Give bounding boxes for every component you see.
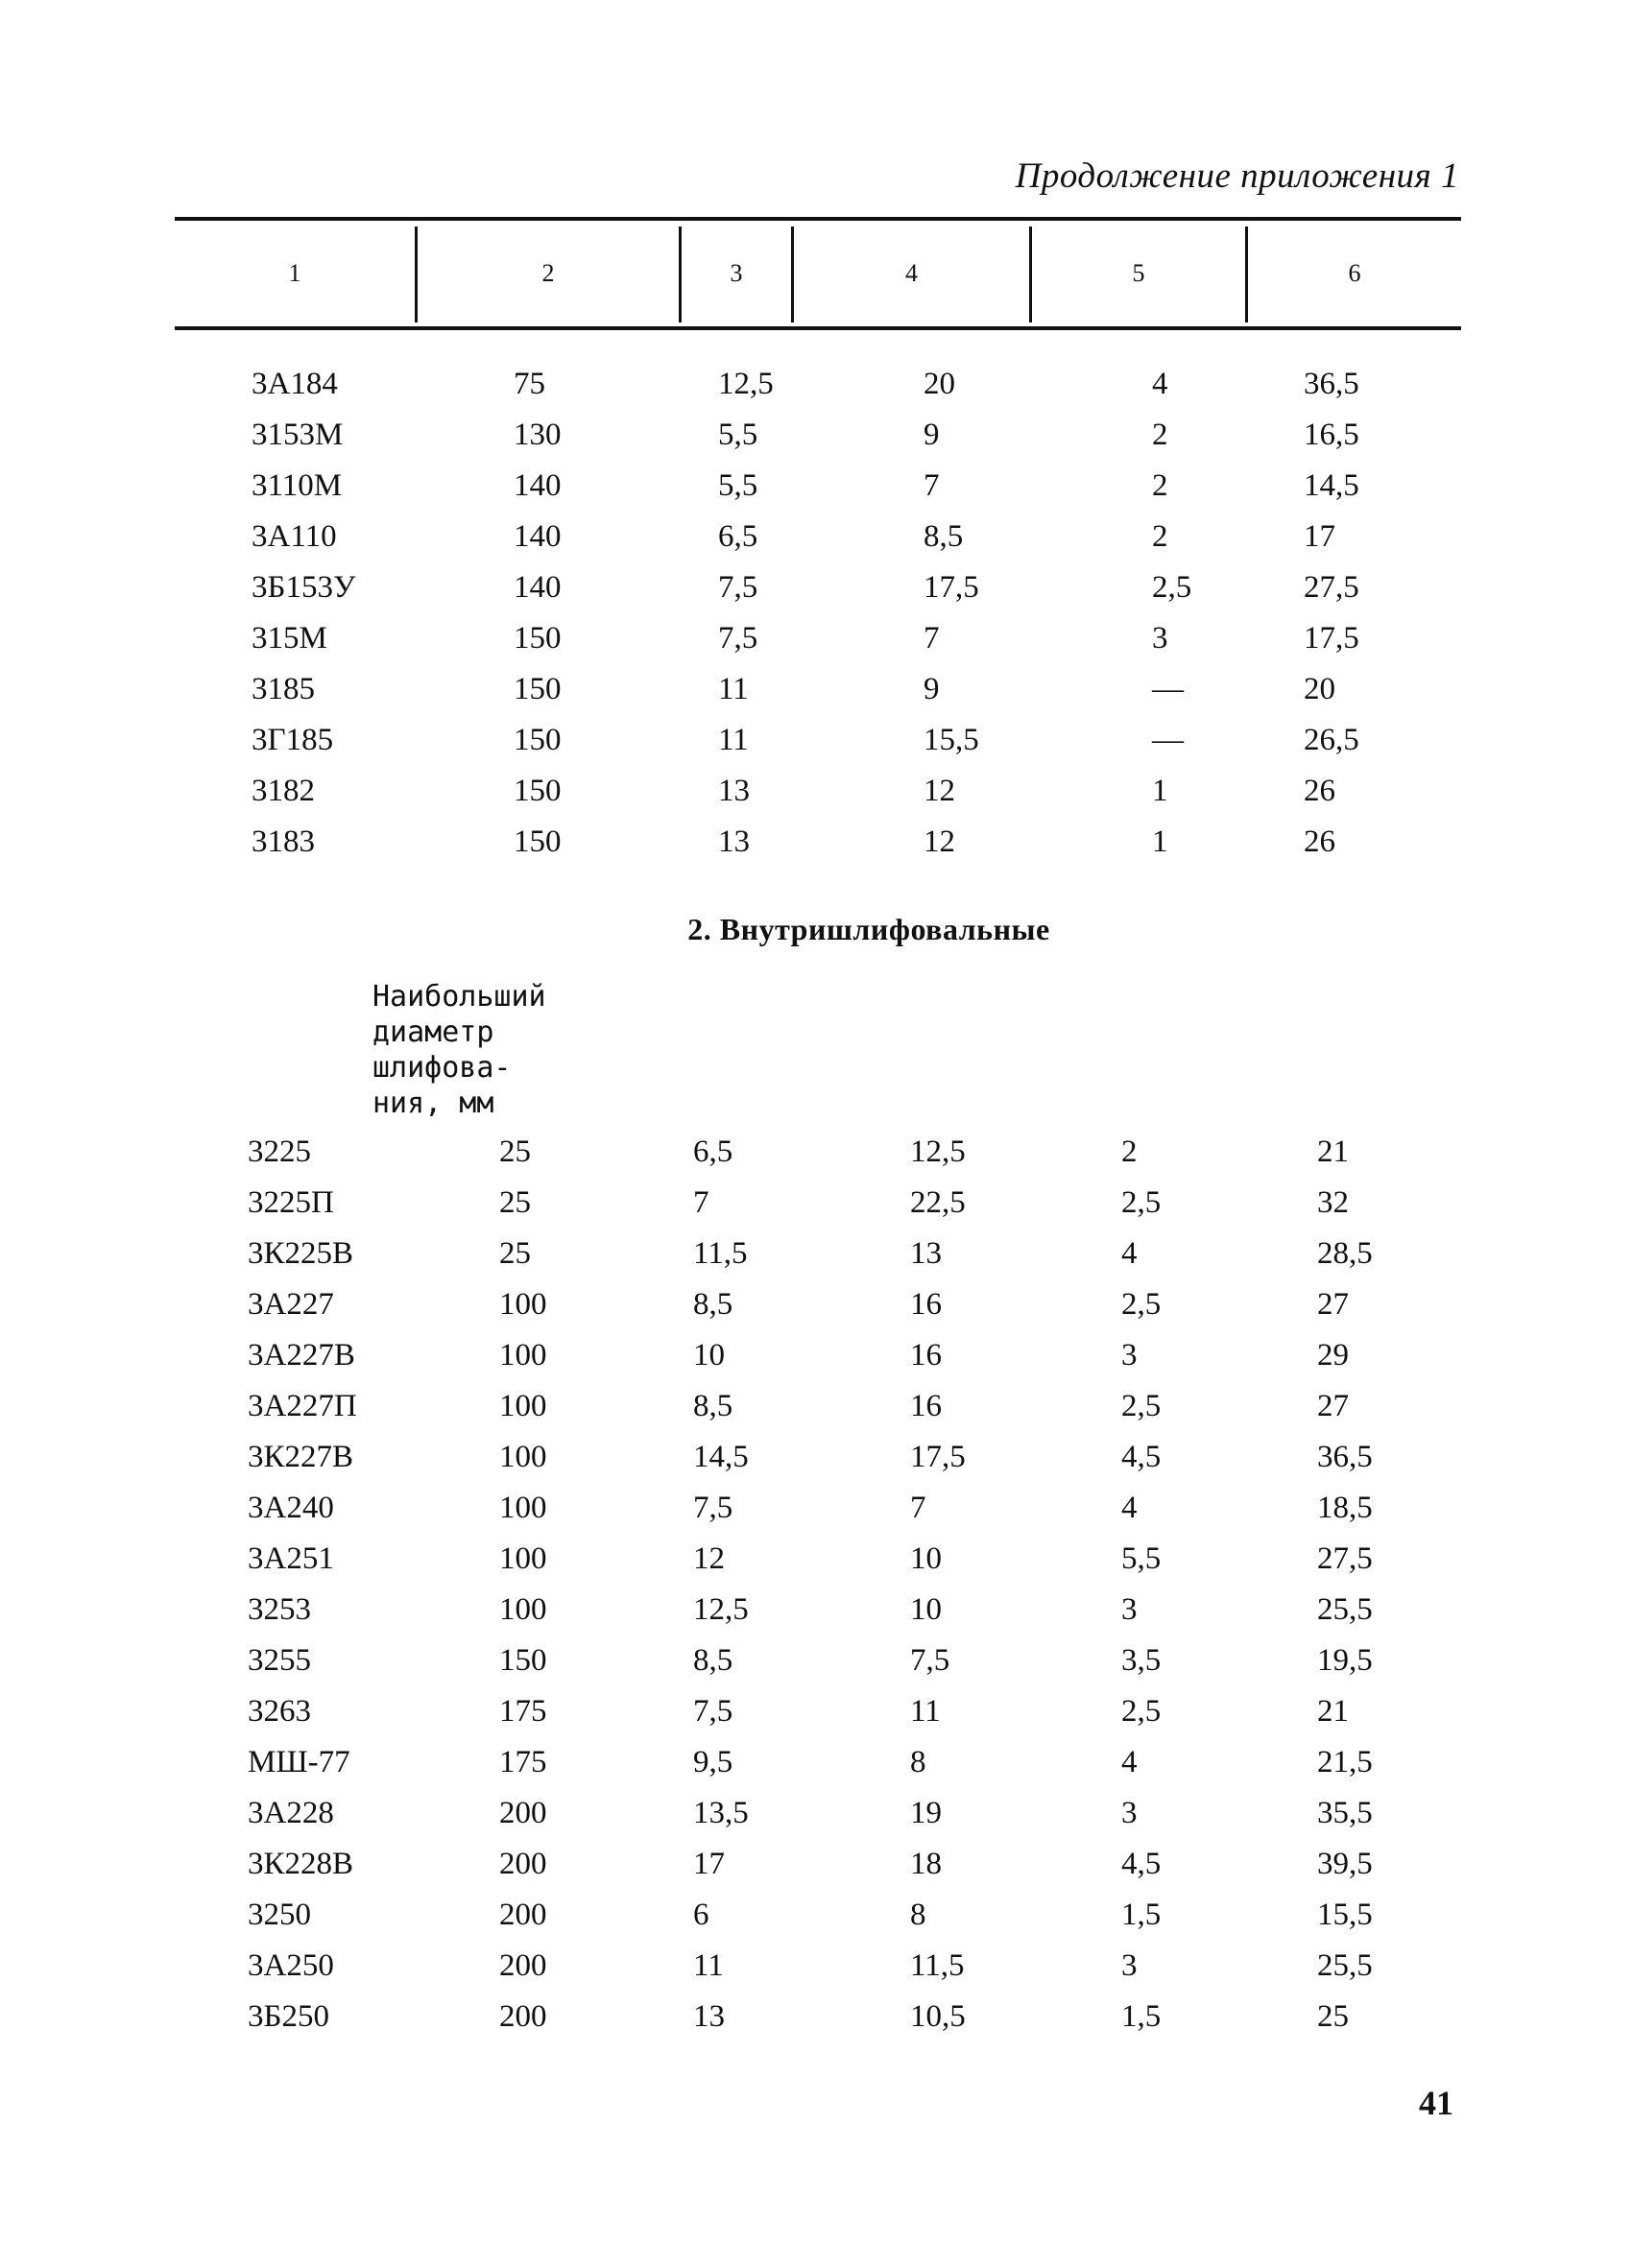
table-cell-col-5: 3 [1121,1948,1138,1983]
table-cell-col-6: 25,5 [1317,1592,1373,1627]
table-cell-col-3: 13 [718,774,750,808]
table-cell-col-1: 3Г185 [252,723,334,757]
table-row [0,360,1632,408]
table-cell-col-1: 3225 [248,1134,311,1169]
table-cell-col-3: 5,5 [718,468,758,503]
table-cell-col-5: 4,5 [1121,1847,1162,1881]
table-cell-col-4: 22,5 [910,1185,966,1220]
table-row [0,462,1632,510]
table-cell-col-3: 12 [693,1541,725,1576]
table-cell-col-4: 9 [924,672,940,706]
table-cell-col-5: 1 [1152,824,1168,859]
table-cell-col-1: 3А184 [252,367,338,401]
table-cell-col-1: 3Б153У [252,570,356,605]
table-cell-col-4: 12,5 [910,1134,966,1169]
table-row [0,1891,1632,1939]
table-cell-col-2: 100 [499,1541,547,1576]
table-cell-col-3: 11,5 [693,1236,748,1271]
table-cell-col-4: 12 [924,774,955,808]
table-row [0,1382,1632,1430]
table-cell-col-6: 20 [1304,672,1335,706]
table-row [0,1993,1632,2041]
table-row [0,563,1632,611]
table-cell-col-6: 27,5 [1317,1541,1373,1576]
table-cell-col-2: 75 [514,367,545,401]
table-cell-col-4: 7 [924,621,940,656]
table-cell-col-4: 8,5 [924,519,964,554]
table-cell-col-5: 3,5 [1121,1643,1162,1678]
table-cell-col-2: 200 [499,1796,547,1830]
table-cell-col-2: 100 [499,1389,547,1423]
table-cell-col-6: 36,5 [1304,367,1359,401]
table-row [0,818,1632,866]
table-cell-col-6: 21 [1317,1694,1349,1729]
table-cell-col-2: 150 [514,621,562,656]
table-cell-col-4: 16 [910,1389,942,1423]
table-cell-col-6: 14,5 [1304,468,1359,503]
table-cell-col-3: 10 [693,1338,725,1373]
table-cell-col-6: 27 [1317,1287,1349,1322]
table-cell-col-1: 315М [252,621,327,656]
table-cell-col-1: 3А240 [248,1491,334,1525]
table-cell-col-5: 3 [1121,1796,1138,1830]
table-cell-col-3: 11 [718,723,749,757]
table-cell-col-6: 19,5 [1317,1643,1373,1678]
table-row [0,767,1632,815]
table-row [0,1229,1632,1277]
table-cell-col-5: 1,5 [1121,1898,1162,1932]
table-cell-col-3: 9,5 [693,1745,733,1779]
table-cell-col-6: 26,5 [1304,723,1359,757]
table-cell-col-2: 200 [499,1898,547,1932]
table-cell-col-5: 3 [1152,621,1168,656]
column-header-1: 1 [288,259,301,287]
table-cell-col-4: 18 [910,1847,942,1881]
table-cell-col-6: 29 [1317,1338,1349,1373]
table-cell-col-2: 200 [499,1999,547,2034]
table-cell-col-4: 8 [910,1898,926,1932]
table-cell-col-5: — [1152,723,1184,757]
table-row [0,1586,1632,1634]
table-cell-col-4: 10,5 [910,1999,966,2034]
table-cell-col-1: 3А228 [248,1796,334,1830]
table-cell-col-2: 140 [514,468,562,503]
table-cell-col-1: 3А227В [248,1338,355,1373]
table-cell-col-1: 3253 [248,1592,311,1627]
table-cell-col-4: 20 [924,367,955,401]
table-cell-col-1: 3263 [248,1694,311,1729]
table-cell-col-6: 25 [1317,1999,1349,2034]
table-row [0,1789,1632,1837]
table-cell-col-5: 2,5 [1121,1389,1162,1423]
table-cell-col-5: 1 [1152,774,1168,808]
continuation-caption: Продолжение приложения 1 [1015,156,1459,196]
table-cell-col-6: 35,5 [1317,1796,1373,1830]
table-row [0,1331,1632,1379]
table-cell-col-2: 130 [514,418,562,452]
table-row [0,1484,1632,1532]
table-cell-col-4: 16 [910,1338,942,1373]
table-cell-col-3: 13,5 [693,1796,749,1830]
table-cell-col-4: 9 [924,418,940,452]
table-cell-col-5: 2,5 [1152,570,1192,605]
table-row [0,1840,1632,1888]
table-cell-col-5: 2,5 [1121,1185,1162,1220]
table-cell-col-5: 2 [1121,1134,1138,1169]
table-cell-col-5: 2,5 [1121,1287,1162,1322]
table-cell-col-3: 6 [693,1898,709,1932]
table-row [0,1738,1632,1786]
table-cell-col-5: 2 [1152,418,1168,452]
table-cell-col-5: 3 [1121,1338,1138,1373]
table-cell-col-6: 15,5 [1317,1898,1373,1932]
table-cell-col-6: 25,5 [1317,1948,1373,1983]
table-cell-col-2: 100 [499,1592,547,1627]
table-cell-col-6: 17 [1304,519,1335,554]
table-cell-col-4: 8 [910,1745,926,1779]
column-header-2: 2 [541,259,555,287]
table-row [0,1280,1632,1328]
table-header-bottom-rule [175,326,1461,330]
table-cell-col-5: 2,5 [1121,1694,1162,1729]
table-cell-col-1: 3К225В [248,1236,354,1271]
table-cell-col-5: 5,5 [1121,1541,1162,1576]
table-cell-col-1: 3182 [252,774,315,808]
table-cell-col-1: 3Б250 [248,1999,329,2034]
column-header-row [175,221,1461,326]
column-header-4: 4 [905,259,918,287]
table-cell-col-2: 25 [499,1236,531,1271]
table-cell-col-4: 19 [910,1796,942,1830]
table-row [0,1636,1632,1684]
table-cell-col-1: 3А227 [248,1287,334,1322]
table-row [0,1687,1632,1735]
table-cell-col-6: 18,5 [1317,1491,1373,1525]
table-cell-col-4: 15,5 [924,723,979,757]
table-cell-col-2: 25 [499,1134,531,1169]
table-cell-col-3: 6,5 [693,1134,733,1169]
table-cell-col-1: 3А110 [252,519,337,554]
table-cell-col-3: 6,5 [718,519,758,554]
section-2-title-text: 2. Внутришлифовальные [687,912,1050,946]
table-cell-col-3: 8,5 [693,1389,733,1423]
column-header-6: 6 [1348,259,1361,287]
table-cell-col-3: 14,5 [693,1440,749,1474]
table-cell-col-3: 7,5 [718,621,758,656]
column-header-3: 3 [730,259,743,287]
table-cell-col-2: 150 [514,723,562,757]
table-cell-col-2: 140 [514,570,562,605]
table-cell-col-2: 100 [499,1440,547,1474]
table-cell-col-4: 10 [910,1541,942,1576]
table-cell-col-1: 3110М [252,468,343,503]
table-cell-col-5: 4 [1121,1745,1138,1779]
table-cell-col-5: 2 [1152,468,1168,503]
table-cell-col-2: 200 [499,1847,547,1881]
table-cell-col-3: 5,5 [718,418,758,452]
table-cell-col-5: 4,5 [1121,1440,1162,1474]
table-cell-col-6: 27,5 [1304,570,1359,605]
table-cell-col-2: 100 [499,1287,547,1322]
table-cell-col-4: 12 [924,824,955,859]
table-cell-col-5: 2 [1152,519,1168,554]
table-cell-col-2: 150 [514,672,562,706]
table-cell-col-4: 13 [910,1236,942,1271]
table-row [0,1179,1632,1227]
table-cell-col-2: 200 [499,1948,547,1983]
table-row [0,1433,1632,1481]
table-cell-col-5: — [1152,672,1184,706]
table-cell-col-1: 3185 [252,672,315,706]
table-cell-col-3: 7,5 [693,1694,733,1729]
table-cell-col-1: 3А251 [248,1541,334,1576]
table-cell-col-1: 3К227В [248,1440,354,1474]
table-cell-col-4: 17,5 [910,1440,966,1474]
table-row [0,411,1632,459]
table-cell-col-5: 4 [1121,1491,1138,1525]
table-cell-col-3: 11 [693,1948,724,1983]
table-cell-col-1: 3А250 [248,1948,334,1983]
table-cell-col-5: 4 [1121,1236,1138,1271]
table-cell-col-1: 3250 [248,1898,311,1932]
table-cell-col-3: 8,5 [693,1287,733,1322]
table-cell-col-3: 7 [693,1185,709,1220]
table-cell-col-5: 4 [1152,367,1168,401]
table-row [0,716,1632,764]
table-cell-col-4: 7 [924,468,940,503]
table-cell-col-1: 3183 [252,824,315,859]
table-cell-col-6: 26 [1304,774,1335,808]
table-cell-col-6: 27 [1317,1389,1349,1423]
table-cell-col-4: 17,5 [924,570,979,605]
table-cell-col-3: 12,5 [693,1592,749,1627]
table-cell-col-4: 7 [910,1491,926,1525]
table-cell-col-6: 16,5 [1304,418,1359,452]
table-cell-col-2: 150 [514,824,562,859]
table-cell-col-6: 21 [1317,1134,1349,1169]
table-cell-col-1: МШ-77 [248,1745,350,1779]
table-cell-col-2: 100 [499,1491,547,1525]
table-cell-col-2: 175 [499,1694,547,1729]
table-cell-col-6: 17,5 [1304,621,1359,656]
table-cell-col-4: 11 [910,1694,941,1729]
page-number: 41 [1419,2084,1453,2122]
table-cell-col-6: 26 [1304,824,1335,859]
table-cell-col-1: 3А227П [248,1389,357,1423]
table-cell-col-1: 3К228В [248,1847,354,1881]
column-2-note: Наибольший диаметр шлифова- ния, мм [372,980,546,1120]
table-cell-col-2: 150 [514,774,562,808]
table-row [0,1535,1632,1583]
table-row [0,1128,1632,1176]
table-cell-col-2: 25 [499,1185,531,1220]
table-row [0,665,1632,713]
table-cell-col-2: 150 [499,1643,547,1678]
table-cell-col-6: 32 [1317,1185,1349,1220]
table-cell-col-6: 36,5 [1317,1440,1373,1474]
table-cell-col-3: 12,5 [718,367,774,401]
section-2-title [0,912,1632,947]
table-cell-col-3: 13 [718,824,750,859]
table-cell-col-4: 16 [910,1287,942,1322]
table-row [0,614,1632,662]
table-cell-col-1: 3225П [248,1185,334,1220]
table-cell-col-2: 140 [514,519,562,554]
table-cell-col-3: 8,5 [693,1643,733,1678]
table-cell-col-6: 39,5 [1317,1847,1373,1881]
table-cell-col-3: 11 [718,672,749,706]
table-cell-col-3: 7,5 [693,1491,733,1525]
table-cell-col-1: 3153М [252,418,344,452]
table-cell-col-4: 10 [910,1592,942,1627]
table-cell-col-1: 3255 [248,1643,311,1678]
table-cell-col-5: 1,5 [1121,1999,1162,2034]
table-cell-col-4: 7,5 [910,1643,950,1678]
table-cell-col-2: 175 [499,1745,547,1779]
table-row [0,513,1632,561]
table-cell-col-4: 11,5 [910,1948,965,1983]
table-cell-col-6: 28,5 [1317,1236,1373,1271]
table-cell-col-3: 17 [693,1847,725,1881]
table-cell-col-3: 13 [693,1999,725,2034]
table-cell-col-6: 21,5 [1317,1745,1373,1779]
table-row [0,1942,1632,1990]
table-cell-col-5: 3 [1121,1592,1138,1627]
table-cell-col-2: 100 [499,1338,547,1373]
column-header-5: 5 [1132,259,1145,287]
table-cell-col-3: 7,5 [718,570,758,605]
